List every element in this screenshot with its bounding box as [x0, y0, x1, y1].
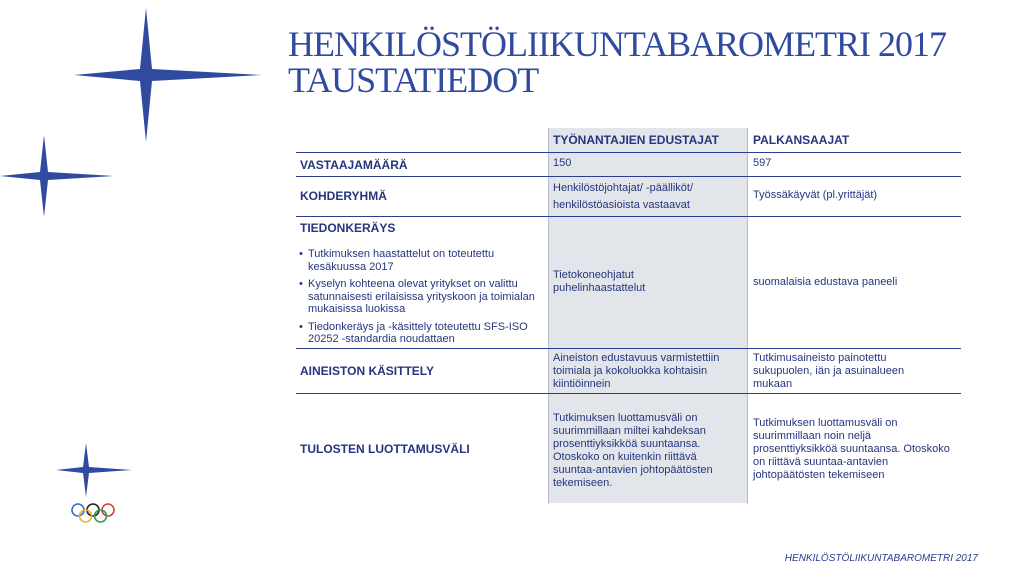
- employee-value: 597: [753, 157, 772, 169]
- data-collection-bullets: [299, 248, 544, 351]
- employer-value: 150: [553, 157, 572, 169]
- row-label: VASTAAJAMÄÄRÄ: [300, 158, 408, 172]
- employer-value: Henkilöstöjohtajat/ -päälliköt/ henkilöstöasioista vastaavat: [553, 182, 694, 211]
- row-label: TIEDONKERÄYS: [300, 221, 396, 235]
- list-item: • Kyselyn kohteena olevat yritykset on valittu satunnaisesti erilaisissa yrityskoon ja toimialan mukaisissa luokissa: [299, 278, 544, 316]
- employee-value: Työssäkäyvät (pl.yrittäjät): [753, 189, 878, 201]
- header-employee: PALKANSAAJAT: [753, 133, 850, 147]
- small-star-icon: [56, 443, 132, 497]
- table-row: [296, 393, 961, 503]
- table-row: [296, 176, 961, 216]
- large-star-icon: [74, 8, 262, 142]
- employer-value: Tutkimuksen luottamusväli on suurimmillaan miltei kahdeksan prosenttiyksikköä suuntaansa. Otoskoko on kuitenkin riittävä suuntaa-antavien johtopäätösten tekemiseen.: [553, 412, 713, 489]
- olympic-rings-icon: [70, 502, 118, 526]
- page-title: [288, 26, 1018, 98]
- employer-value: Aineiston edustavuus varmistettiin toimiala ja kokoluokka kohtaisin kiintiöinnein: [553, 352, 720, 390]
- footer-title: HENKILÖSTÖLIIKUNTABAROMETRI 2017: [784, 553, 978, 564]
- medium-star-icon: [0, 135, 114, 217]
- row-label: TULOSTEN LUOTTAMUSVÄLI: [300, 442, 470, 456]
- employee-value: suomalaisia edustava paneeli: [753, 276, 898, 288]
- header-employer: TYÖNANTAJIEN EDUSTAJAT: [553, 133, 720, 147]
- list-item: • Tutkimuksen haastattelut on toteutettu kesäkuussa 2017: [299, 248, 544, 273]
- title-line-1: HENKILÖSTÖLIIKUNTABAROMETRI 2017: [288, 24, 947, 64]
- employee-value: Tutkimusaineisto painotettu sukupuolen, iän ja asuinalueen mukaan: [753, 352, 905, 390]
- employee-value: Tutkimuksen luottamusväli on suurimmillaan noin neljä prosenttiyksikköä suuntaansa. Otoskoko on riittävä suuntaa-antavien johtopäätösten tekemiseen: [753, 417, 950, 481]
- row-label: KOHDERYHMÄ: [300, 189, 387, 203]
- list-item: • Tiedonkeräys ja -käsittely toteutettu SFS-ISO 20252 -standardia noudattaen: [299, 321, 533, 346]
- title-line-2: TAUSTATIEDOT: [288, 60, 539, 100]
- row-label: AINEISTON KÄSITTELY: [300, 364, 435, 378]
- table-row: [296, 152, 961, 176]
- employer-value: Tietokoneohjatut puhelinhaastattelut: [553, 269, 646, 294]
- table-row: [296, 348, 961, 393]
